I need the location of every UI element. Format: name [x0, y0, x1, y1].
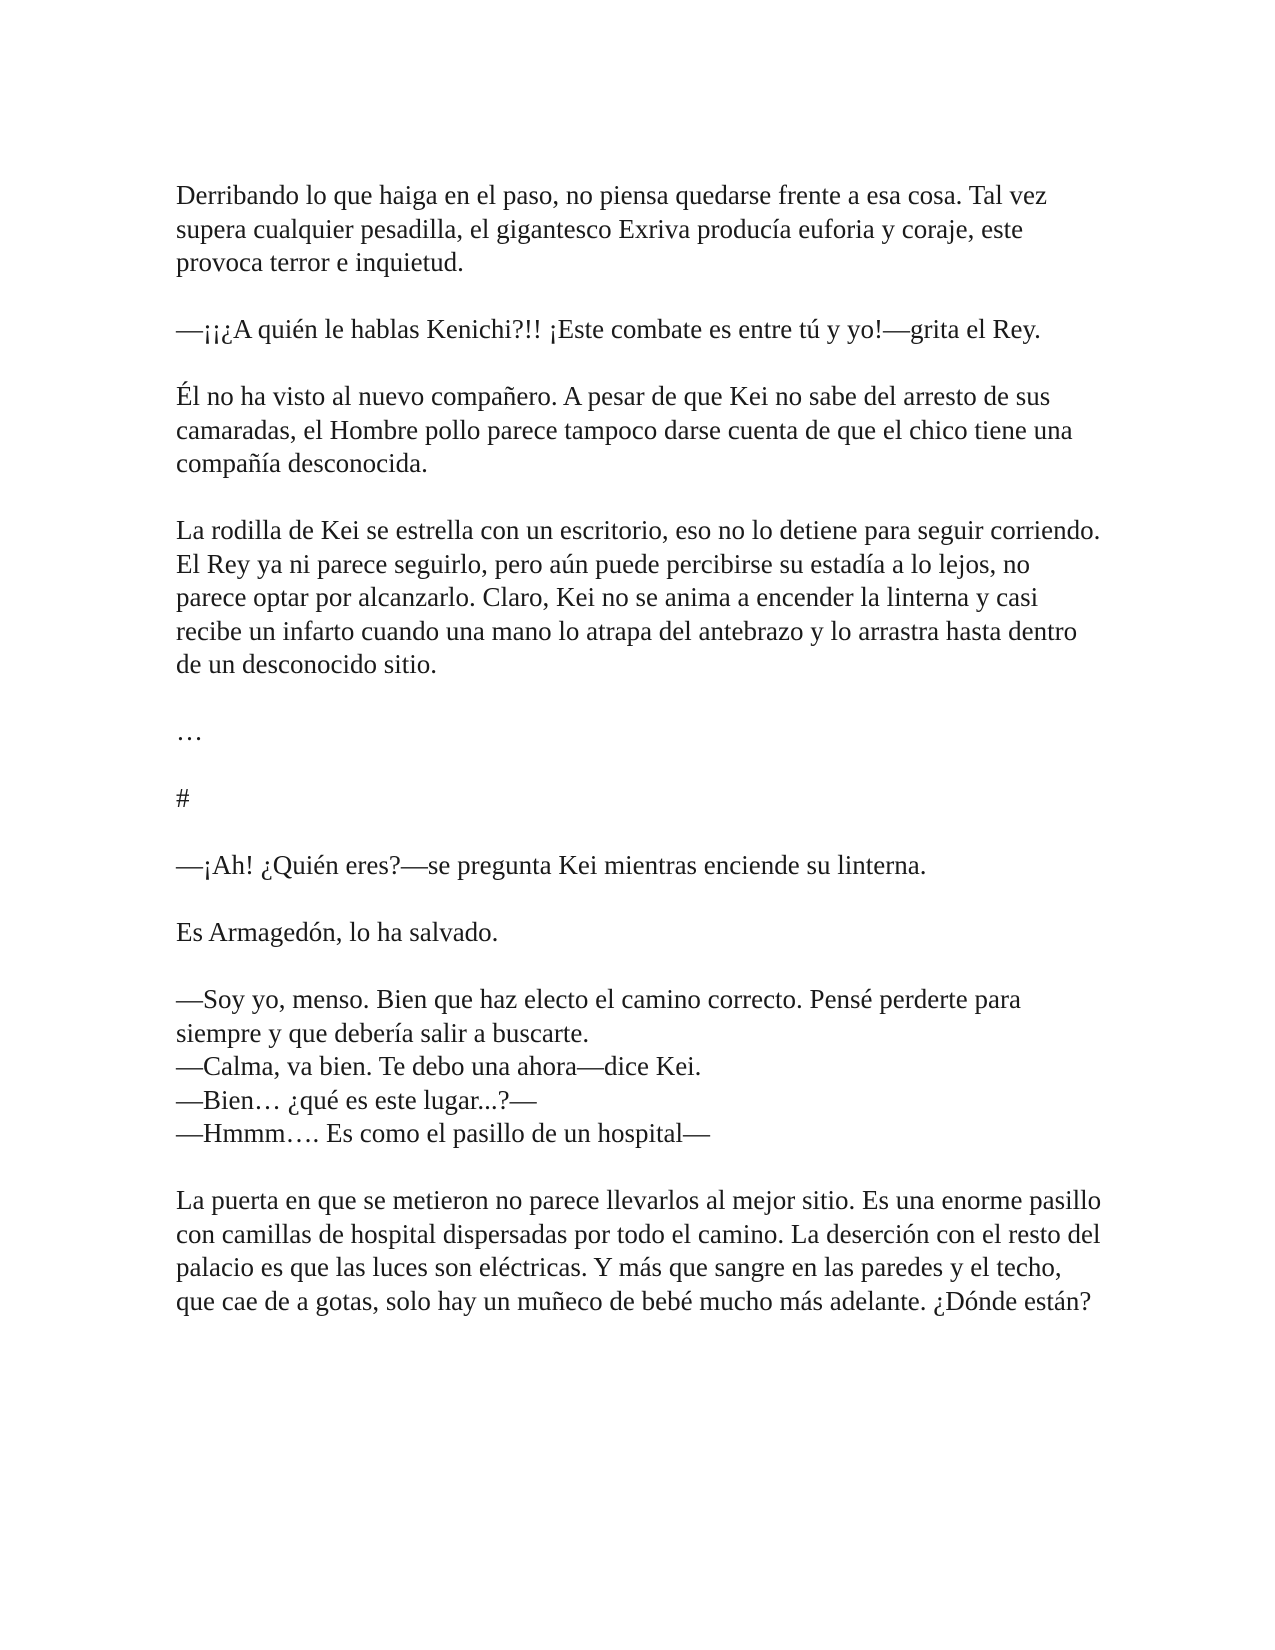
dialog-line-soy-yo: —Soy yo, menso. Bien que haz electo el camino correcto. Pensé perderte para siempre y que debería salir a buscarte.	[176, 984, 1021, 1048]
paragraph-quien-eres: —¡Ah! ¿Quién eres?—se pregunta Kei mientras enciende su linterna.	[176, 850, 927, 880]
paragraph-puerta: La puerta en que se metieron no parece llevarlos al mejor sitio. Es una enorme pasillo con camillas de hospital dispersadas por todo el camino. La deserción con el resto del palacio es que las luces son eléctricas. Y más que sangre en las paredes y el techo, que cae de a gotas, solo hay un muñeco de bebé mucho más adelante. ¿Dónde están?	[176, 1185, 1102, 1316]
paragraph-armagedon: Es Armagedón, lo ha salvado.	[176, 917, 499, 947]
paragraph-derribando: Derribando lo que haiga en el paso, no piensa quedarse frente a esa cosa. Tal vez supera cualquier pesadilla, el gigantesco Exriva producía euforia y coraje, este provoca terror e inquietud.	[176, 180, 1048, 277]
paragraph-rodilla: La rodilla de Kei se estrella con un escritorio, eso no lo detiene para seguir corriendo. El Rey ya ni parece seguirlo, pero aún puede percibirse su estadía a lo lejos, no parece optar por alcanzarlo. Claro, Kei no se anima a encender la linterna y casi recibe un infarto cuando una mano lo atrapa del antebrazo y lo arrastra hasta dentro de un desconocido sitio.	[176, 515, 1101, 679]
dialog-line-bien: —Bien… ¿qué es este lugar...?—	[176, 1084, 537, 1115]
dialog-line-hmmm: —Hmmm…. Es como el pasillo de un hospital—	[176, 1118, 710, 1148]
document-body	[176, 179, 1106, 1352]
paragraph-nuevo-companero: Él no ha visto al nuevo compañero. A pesar de que Kei no sabe del arresto de sus camaradas, el Hombre pollo parece tampoco darse cuenta de que el chico tiene una compañía desconocida.	[176, 381, 1073, 478]
dialog-line-calma: —Calma, va bien. Te debo una ahora—dice Kei.	[176, 1051, 702, 1081]
scene-break-hash: #	[176, 783, 190, 813]
dialog-group	[176, 983, 1106, 1151]
paragraph-rey-grita: —¡¡¿A quién le hablas Kenichi?!! ¡Este combate es entre tú y yo!—grita el Rey.	[176, 314, 1041, 344]
scene-ellipsis: …	[176, 716, 203, 746]
